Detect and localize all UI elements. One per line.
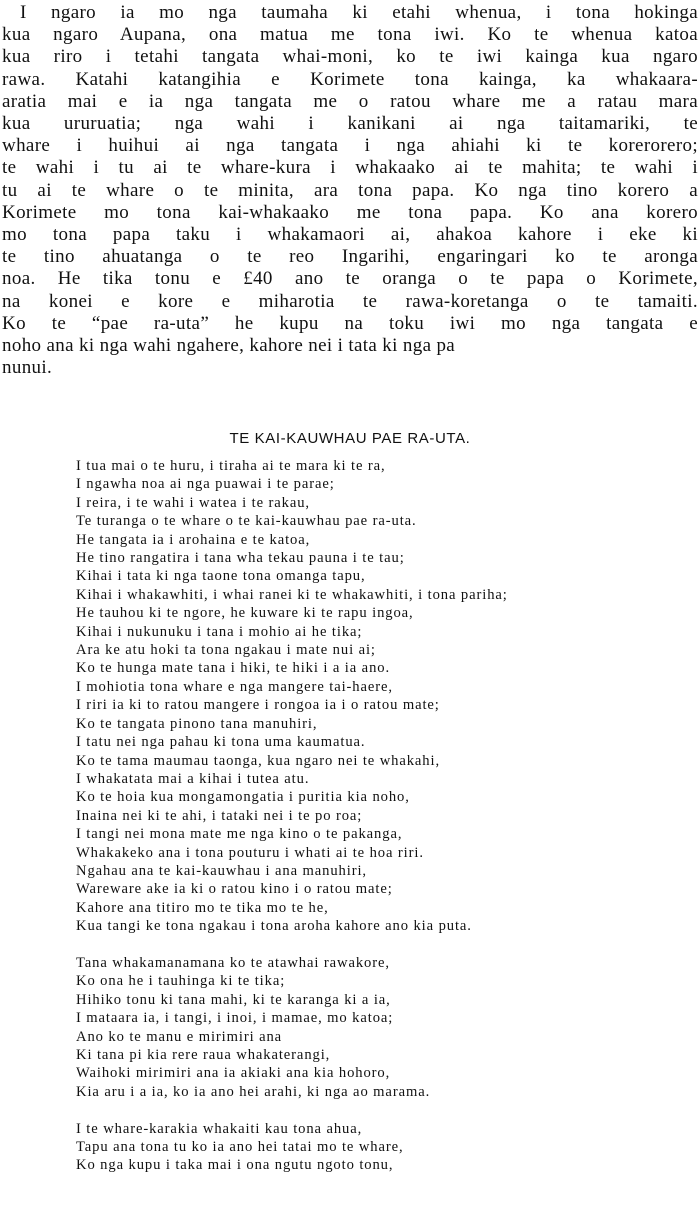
poem-line: Ko nga kupu i taka mai i ona ngutu ngoto tonu, (76, 1157, 394, 1174)
poem-line: Kahore ana titiro mo te tika mo te he, (76, 899, 329, 916)
prose-line: Korimete mo tona kai-whakaako me tona papa. Ko ana korero (2, 201, 698, 223)
poem-line: He tauhou ki te ngore, he kuware ki te rapu ingoa, (76, 605, 414, 622)
poem-line: Ngahau ana te kai-kauwhau i ana manuhiri, (76, 862, 367, 879)
prose-line: noho ana ki nga wahi ngahere, kahore nei i tata ki nga pa (2, 335, 456, 357)
poem-line: I reira, i te wahi i watea i te rakau, (76, 494, 310, 511)
prose-line: te wahi i tu ai te whare-kura i whakaako ai te mahita; te wahi i (2, 157, 698, 179)
poem-line: I te whare-karakia whakaiti kau tona ahua, (76, 1120, 363, 1137)
prose-line: Ko te “pae ra-uta” he kupu na toku iwi mo nga tangata e (2, 312, 698, 334)
poem-stanza (76, 1120, 700, 1175)
poem-line: Hihiko tonu ki tana mahi, ki te karanga ki a ia, (76, 991, 391, 1008)
prose-line: rawa. Katahi katangihia e Korimete tona kainga, ka whakaara- (2, 68, 698, 90)
prose-line: mo tona papa taku i whakamaori ai, ahakoa kahore i eke ki (2, 224, 698, 246)
poem-line: I tangi nei mona mate me nga kino o te pakanga, (76, 826, 403, 843)
poem-line: Kihai i tata ki nga taone tona omanga tapu, (76, 568, 366, 585)
poem-line: I tatu nei nga pahau ki tona uma kaumatua. (76, 734, 366, 751)
poem-line: Whakakeko ana i tona pouturu i whati ai te hoa riri. (76, 844, 424, 861)
prose-line: kua ururuatia; nga wahi i kanikani ai nga taitamariki, te (2, 113, 698, 135)
prose-line: tu ai te whare o te minita, ara tona papa. Ko nga tino korero a (2, 179, 698, 201)
poem-line: Ko te tangata pinono tana manuhiri, (76, 715, 318, 732)
prose-line: nunui. (2, 357, 53, 379)
poem-line: Tana whakamanamana ko te atawhai rawakore, (76, 954, 390, 971)
prose-line: I ngaro ia mo nga taumaha ki etahi whenua, i tona hokinga (20, 2, 698, 23)
poem-line: Ki tana pi kia rere raua whakaterangi, (76, 1046, 331, 1063)
poem-line: He tangata ia i arohaina e te katoa, (76, 531, 311, 548)
prose-paragraph (2, 2, 698, 379)
poem-line: I mohiotia tona whare e nga mangere tai-haere, (76, 678, 393, 695)
poem-line: Inaina nei ki te ahi, i tataki nei i te po roa; (76, 807, 363, 824)
poem-line: Kua tangi ke tona ngakau i tona aroha kahore ano kia puta. (76, 918, 472, 935)
poem-line: Kihai i nukunuku i tana i mohio ai he tika; (76, 623, 363, 640)
prose-line: aratia mai e ia nga tangata me o ratou whare me a ratau mara (2, 90, 698, 112)
poem-line: Kihai i whakawhiti, i whai ranei ki te whakawhiti, i tona pariha; (76, 586, 508, 603)
poem-line: I whakatata mai a kihai i tutea atu. (76, 770, 310, 787)
poem-line: Ko ona he i tauhinga ki te tika; (76, 973, 286, 990)
poem-line: Ara ke atu hoki ta tona ngakau i mate nui ai; (76, 642, 376, 659)
prose-line: whare i huihui ai nga tangata i nga ahiahi ki te korerorero; (2, 135, 698, 157)
prose-line: na konei e kore e miharotia te rawa-koretanga o te tamaiti. (2, 290, 698, 312)
poem-body (76, 457, 700, 1193)
poem-line: Tapu ana tona tu ko ia ano hei tatai mo te whare, (76, 1139, 404, 1155)
poem-stanza (76, 457, 700, 936)
poem-line: Waihoki mirimiri ana ia akiaki ana kia hohoro, (76, 1065, 391, 1082)
prose-line: kua ngaro Aupana, ona matua me tona iwi. Ko te whenua katoa (2, 24, 698, 46)
poem-line: I tua mai o te huru, i tiraha ai te mara ki te ra, (76, 458, 386, 474)
poem-line: Te turanga o te whare o te kai-kauwhau pae ra-uta. (76, 513, 417, 530)
poem-line: I ngawha noa ai nga puawai i te parae; (76, 476, 335, 493)
poem-line: Ano ko te manu e mirimiri ana (76, 1028, 283, 1045)
prose-line: noa. He tika tonu e £40 ano te oranga o te papa o Korimete, (2, 268, 698, 290)
poem-line: Ko te hoia kua mongamongatia i puritia kia noho, (76, 789, 410, 806)
poem-line: Kia aru i a ia, ko ia ano hei arahi, ki nga ao marama. (76, 1083, 431, 1100)
poem-line: Ko te hunga mate tana i hiki, te hiki i a ia ano. (76, 660, 391, 677)
poem-line: He tino rangatira i tana wha tekau pauna i te tau; (76, 550, 405, 567)
prose-line: kua riro i tetahi tangata whai-moni, ko te iwi kainga kua ngaro (2, 46, 698, 68)
poem-title: TE KAI-KAUWHAU PAE RA-UTA. (229, 430, 471, 447)
poem-line: I riri ia ki to ratou mangere i rongoa ia i o ratou mate; (76, 697, 440, 714)
poem-line: I mataara ia, i tangi, i inoi, i mamae, mo katoa; (76, 1010, 394, 1027)
poem-line: Wareware ake ia ki o ratou kino i o ratou mate; (76, 881, 393, 898)
poem-line: Ko te tama maumau taonga, kua ngaro nei te whakahi, (76, 752, 441, 769)
prose-line: te tino ahuatanga o te reo Ingarihi, engaringari ko te aronga (2, 246, 698, 268)
poem-stanza (76, 954, 700, 1101)
